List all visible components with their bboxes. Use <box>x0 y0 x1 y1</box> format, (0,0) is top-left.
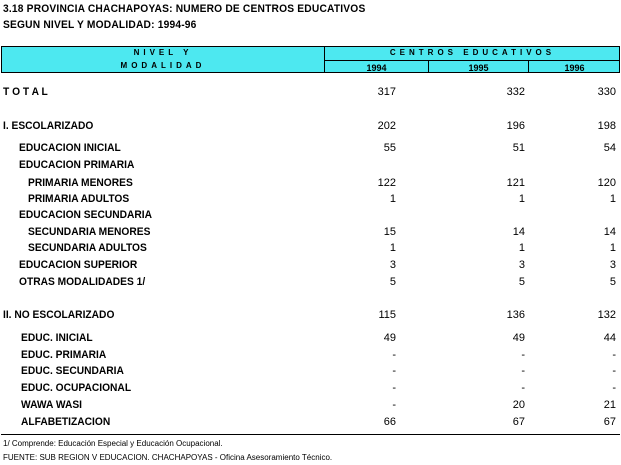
value-1994: 122 <box>377 177 396 189</box>
row-label: PRIMARIA MENORES <box>28 177 133 189</box>
value-1996: 44 <box>603 332 616 344</box>
value-1994: 5 <box>389 276 396 288</box>
row-label: EDUCACION INICIAL <box>19 142 121 154</box>
table-row <box>0 276 621 290</box>
table-row <box>0 177 621 191</box>
row-label: ALFABETIZACION <box>21 416 111 428</box>
value-1994: 3 <box>389 259 396 271</box>
table-row <box>0 332 621 346</box>
value-1994: 1 <box>389 242 396 254</box>
table-header <box>1 46 620 73</box>
header-modalidad: MODALIDAD <box>120 61 206 70</box>
row-label: OTRAS MODALIDADES 1/ <box>19 276 146 288</box>
header-year-divider <box>325 60 620 61</box>
table-row <box>0 365 621 379</box>
value-1996: 1 <box>609 193 616 205</box>
row-label: WAWA WASI <box>21 399 83 411</box>
value-1995: 14 <box>512 226 525 238</box>
value-1996: 67 <box>603 416 616 428</box>
header-nivel: NIVEL Y <box>133 48 193 57</box>
table-title: 3.18 PROVINCIA CHACHAPOYAS: NUMERO DE CENTROS EDUCATIVOS <box>3 3 366 15</box>
row-label: PRIMARIA ADULTOS <box>28 193 130 205</box>
row-label: I. ESCOLARIZADO <box>3 120 94 132</box>
row-label: EDUC. OCUPACIONAL <box>21 382 132 394</box>
value-1995: 5 <box>518 276 525 288</box>
value-1994: - <box>392 382 396 394</box>
value-1994: - <box>392 399 396 411</box>
header-year-1994: 1994 <box>366 63 387 73</box>
row-label: EDUC. SECUNDARIA <box>21 365 124 377</box>
value-1996: 1 <box>609 242 616 254</box>
value-1996: - <box>612 382 616 394</box>
value-1995: 67 <box>512 416 525 428</box>
value-1996: - <box>612 365 616 377</box>
row-label: EDUCACION PRIMARIA <box>19 159 135 171</box>
value-1995: 1 <box>518 242 525 254</box>
header-centros-educativos: CENTROS EDUCATIVOS <box>389 48 556 57</box>
value-1995: - <box>521 365 525 377</box>
table-row <box>0 142 621 156</box>
header-year-1995: 1995 <box>468 63 489 73</box>
value-1996: 54 <box>603 142 616 154</box>
row-label: T O T A L <box>3 86 48 98</box>
value-1994: - <box>392 349 396 361</box>
table-row <box>0 159 621 173</box>
value-1994: 317 <box>377 86 396 98</box>
table-bottom-rule <box>1 434 620 435</box>
source-note: FUENTE: SUB REGION V EDUCACION. CHACHAPOYAS - Oficina Asesoramiento Técnico. <box>3 453 333 462</box>
table-row <box>0 193 621 207</box>
row-label: II. NO ESCOLARIZADO <box>3 309 115 321</box>
value-1995: - <box>521 349 525 361</box>
value-1996: 5 <box>609 276 616 288</box>
value-1995: - <box>521 382 525 394</box>
value-1995: 51 <box>512 142 525 154</box>
value-1996: 120 <box>597 177 616 189</box>
footnote: 1/ Comprende: Educación Especial y Educación Ocupacional. <box>3 439 223 448</box>
value-1994: 15 <box>383 226 396 238</box>
row-label: EDUC. INICIAL <box>21 332 93 344</box>
value-1995: 3 <box>518 259 525 271</box>
table-row <box>0 86 621 100</box>
table-row <box>0 349 621 363</box>
value-1994: 115 <box>378 309 396 321</box>
table-row <box>0 226 621 240</box>
value-1994: 55 <box>383 142 396 154</box>
value-1996: 198 <box>597 120 616 132</box>
table-row <box>0 242 621 256</box>
value-1994: 202 <box>377 120 396 132</box>
value-1994: 49 <box>383 332 396 344</box>
table-row <box>0 416 621 430</box>
value-1996: 3 <box>609 259 616 271</box>
table-row <box>0 120 621 134</box>
value-1996: - <box>612 349 616 361</box>
row-label: EDUC. PRIMARIA <box>21 349 107 361</box>
value-1996: 330 <box>597 86 616 98</box>
value-1995: 332 <box>506 86 525 98</box>
table-row <box>0 399 621 413</box>
value-1995: 1 <box>518 193 525 205</box>
row-label: SECUNDARIA MENORES <box>28 226 151 238</box>
header-year-1996: 1996 <box>564 63 585 73</box>
row-label: EDUCACION SECUNDARIA <box>19 209 153 221</box>
table-row <box>0 382 621 396</box>
value-1994: 1 <box>389 193 396 205</box>
value-1996: 132 <box>597 309 616 321</box>
table-row <box>0 259 621 273</box>
value-1995: 20 <box>512 399 525 411</box>
row-label: SECUNDARIA ADULTOS <box>28 242 147 254</box>
table-row <box>0 309 621 323</box>
value-1996: 14 <box>603 226 616 238</box>
value-1996: 21 <box>603 399 616 411</box>
value-1995: 49 <box>512 332 525 344</box>
value-1995: 136 <box>506 309 525 321</box>
table-subtitle: SEGUN NIVEL Y MODALIDAD: 1994-96 <box>3 19 197 31</box>
table-row <box>0 209 621 223</box>
row-label: EDUCACION SUPERIOR <box>19 259 138 271</box>
value-1994: 66 <box>383 416 396 428</box>
value-1995: 196 <box>506 120 525 132</box>
value-1995: 121 <box>506 177 525 189</box>
value-1994: - <box>392 365 396 377</box>
